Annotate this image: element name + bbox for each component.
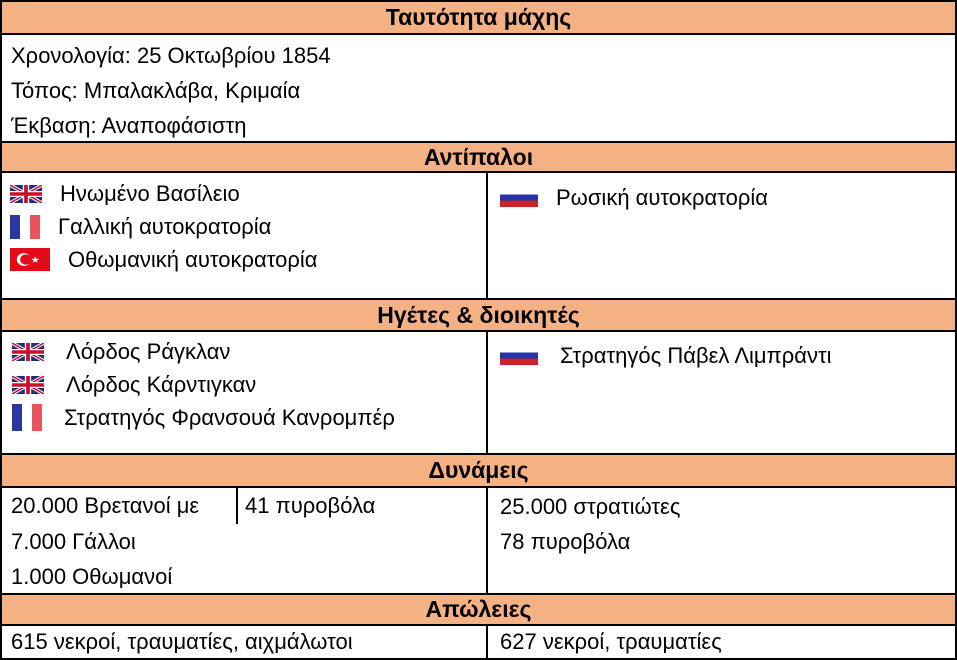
strength-british-guns: 41 πυροβόλα [245, 493, 376, 518]
casualties-russia-text: 627 νεκροί, τραυματίες [500, 629, 722, 654]
strength-line-british [11, 488, 486, 524]
casualties-russia-cell [488, 626, 955, 658]
leader-label: Στρατηγός Φρανσουά Κανρομπέρ [64, 404, 395, 430]
strength-british-text: 20.000 Βρετανοί με [11, 488, 238, 524]
fr-flag-icon [12, 404, 42, 431]
opponents-allies-cell [2, 173, 488, 298]
list-item [500, 181, 955, 214]
ru-flag-icon [500, 188, 538, 207]
opponent-label: Ηνωμένο Βασίλειο [60, 180, 240, 206]
strength-russian-guns: 78 πυροβόλα [500, 529, 631, 554]
leader-label: Στρατηγός Πάβελ Λιμπράντι [560, 342, 832, 368]
identity-outcome: Έκβαση: Αναποφάσιστη [11, 113, 247, 138]
identity-body [2, 33, 955, 141]
strength-russia-cell [488, 488, 955, 593]
tr-flag-icon [10, 248, 50, 271]
identity-place: Τόπος: Μπαλακλάβα, Κριμαία [11, 78, 301, 103]
fr-flag-icon [10, 215, 40, 239]
leader-label: Λόρδος Κάρντιγκαν [66, 371, 257, 397]
list-item [12, 335, 486, 368]
leaders-russia-cell [488, 332, 955, 453]
strength-french: 7.000 Γάλλοι [11, 529, 136, 554]
casualties-allies-text: 615 νεκροί, τραυματίες, αιχμάλωτοι [11, 629, 353, 654]
casualties-body [2, 624, 955, 658]
opponent-label: Οθωμανική αυτοκρατορία [68, 246, 318, 272]
leaders-header: Ηγέτες & διοικητές [2, 298, 955, 330]
uk-flag-icon [10, 185, 42, 203]
opponents-body [2, 171, 955, 298]
strength-ottoman: 1.000 Οθωμανοί [11, 564, 173, 589]
opponents-russia-cell [488, 173, 955, 298]
strength-header: Δυνάμεις [2, 453, 955, 486]
strength-russian-troops: 25.000 στρατιώτες [500, 494, 681, 519]
ru-flag-icon [500, 346, 538, 365]
opponent-label: Ρωσική αυτοκρατορία [556, 184, 768, 210]
list-item [12, 401, 486, 434]
uk-flag-icon [12, 376, 44, 394]
list-item [12, 368, 486, 401]
casualties-header: Απώλειες [2, 593, 955, 624]
list-item [10, 177, 486, 210]
opponents-header: Αντίπαλοι [2, 141, 955, 171]
strength-body [2, 486, 955, 593]
list-item [10, 210, 486, 243]
list-item [10, 243, 486, 276]
opponent-label: Γαλλική αυτοκρατορία [58, 213, 272, 239]
leader-label: Λόρδος Ράγκλαν [66, 338, 231, 364]
leaders-allies-cell [2, 332, 488, 453]
identity-header: Ταυτότητα μάχης [2, 2, 955, 33]
leaders-body [2, 330, 955, 453]
strength-allies-cell [2, 488, 488, 593]
casualties-allies-cell [2, 626, 488, 658]
uk-flag-icon [12, 343, 44, 361]
list-item [500, 339, 955, 372]
identity-date: Χρονολογία: 25 Οκτωβρίου 1854 [11, 43, 331, 68]
